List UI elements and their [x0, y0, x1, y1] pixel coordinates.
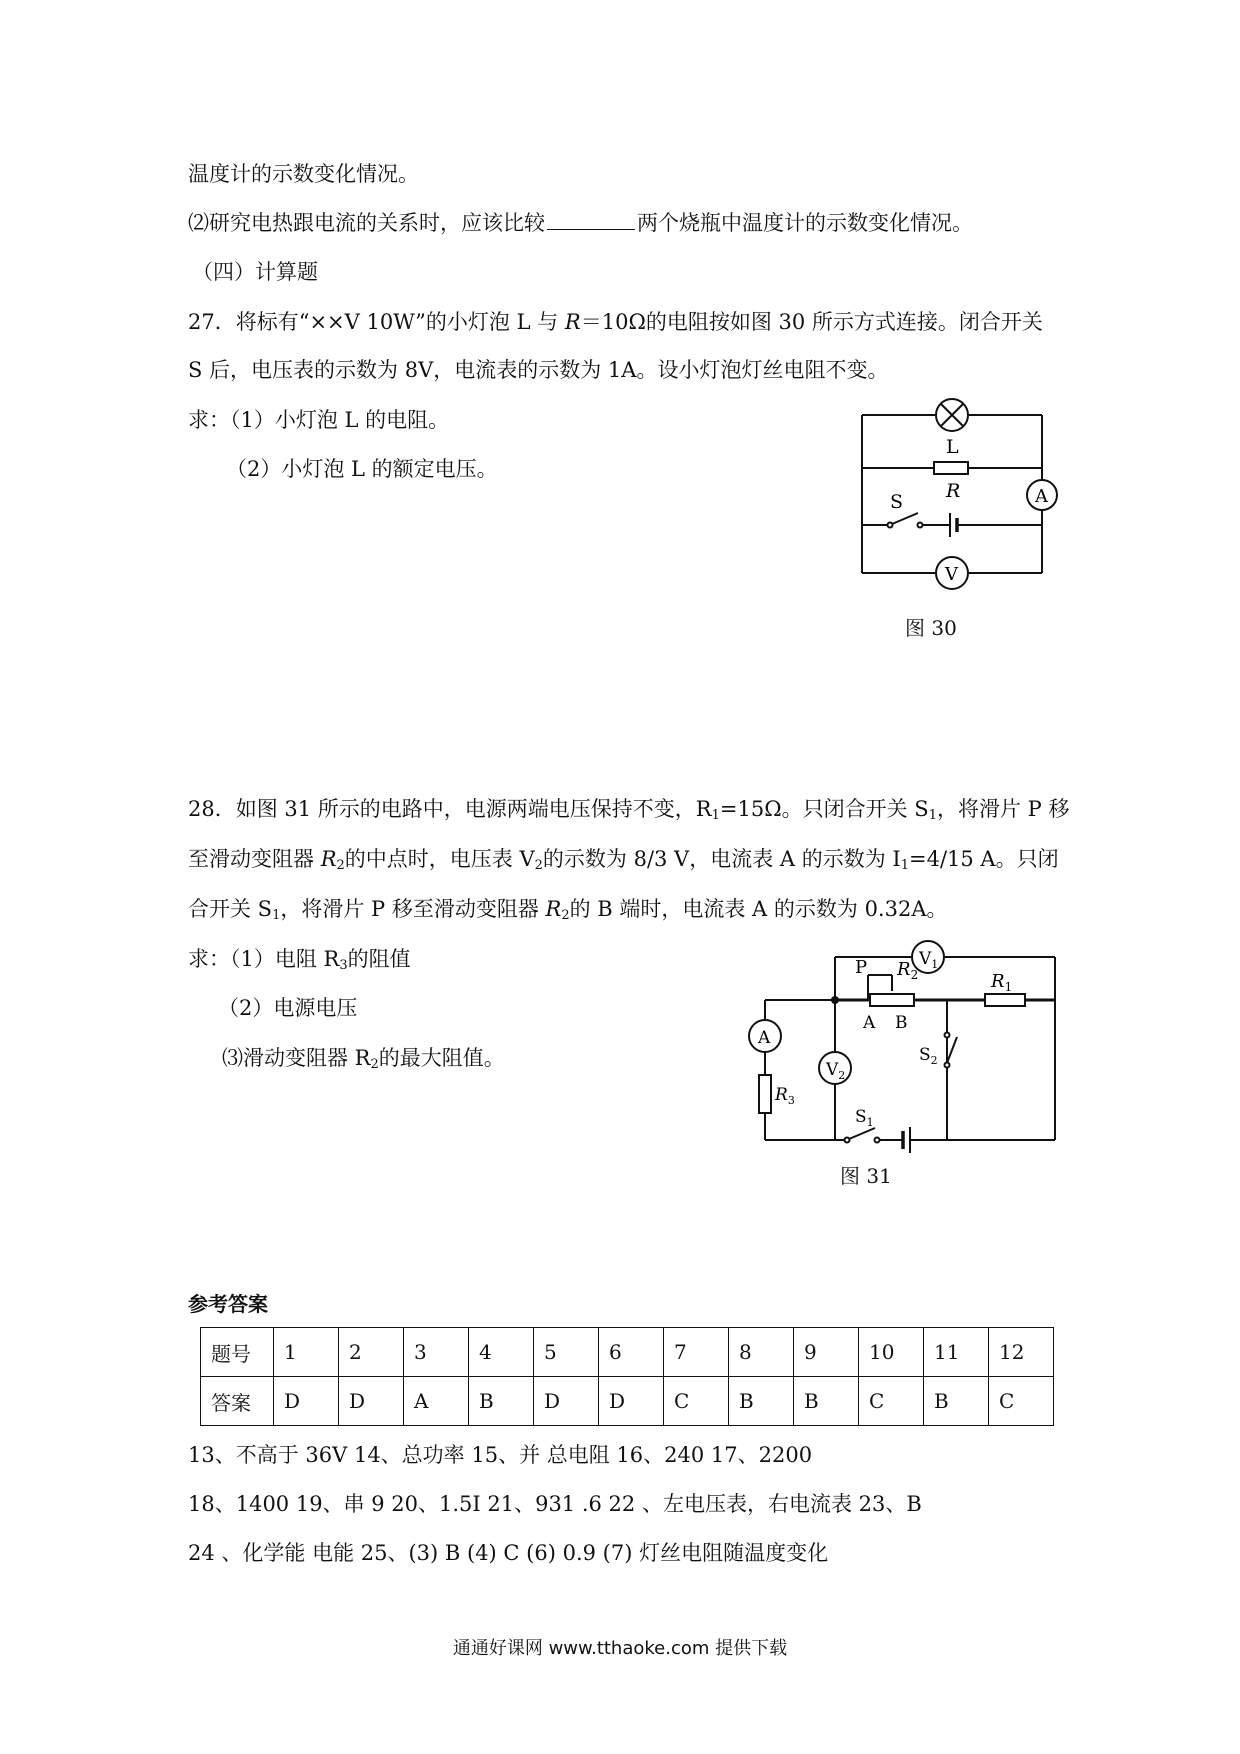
q28-line-1-sub2: 1 — [928, 808, 937, 823]
table-cell: B — [924, 1377, 989, 1426]
figure-30-label-l: L — [946, 436, 959, 458]
q28-line-2d: =4/15 A。只闭 — [909, 847, 1059, 871]
figure-31-circuit — [735, 925, 1065, 1155]
figure-31-label-s2: $S_2$ — [919, 1045, 938, 1067]
figure-31-label-s1: $S_1$ — [855, 1107, 874, 1129]
q27-line-1b: ＝10Ω的电阻按如图 30 所示方式连接。闭合开关 — [580, 310, 1043, 334]
q28-line-2b: 的中点时，电压表 V — [344, 847, 535, 871]
table-cell: 3 — [404, 1328, 469, 1377]
table-cell: D — [339, 1377, 404, 1426]
intro-line-2 — [188, 209, 973, 237]
answer-table — [200, 1327, 1054, 1426]
q28-line-2-sub3: 1 — [900, 858, 909, 873]
figure-30-label-s: S — [890, 491, 904, 513]
q28-line-3-r: R — [545, 897, 562, 921]
figure-31-label-r1: $R_1$ — [991, 971, 1013, 994]
table-row — [201, 1377, 1054, 1426]
table-cell: A — [404, 1377, 469, 1426]
q28-line-1 — [188, 795, 1069, 830]
table-cell: 1 — [274, 1328, 339, 1377]
table-cell: 5 — [534, 1328, 599, 1377]
answers-line-18: 18、1400 19、串 9 20、1.5I 21、931 .6 22 、左电压表，右电流表 23、B — [188, 1492, 922, 1516]
q28-ask-3a: ⑶滑动变阻器 R — [222, 1046, 371, 1070]
table-cell: 11 — [924, 1328, 989, 1377]
q27-ask-2: （2）小灯泡 L 的额定电压。 — [226, 457, 498, 481]
figure-30-voltmeter-label: V — [945, 564, 958, 585]
table-header-cell: 题号 — [201, 1328, 274, 1377]
figure-31-voltmeter-2-label: $V_2$ — [826, 1060, 846, 1082]
q28-line-1a: 28．如图 31 所示的电路中，电源两端电压保持不变，R — [188, 797, 712, 821]
figure-31-label-b-end: B — [895, 1013, 908, 1033]
table-cell: 4 — [469, 1328, 534, 1377]
table-cell: C — [664, 1377, 729, 1426]
answers-line-13: 13、不高于 36V 14、总功率 15、并 总电阻 16、240 17、2200 — [188, 1443, 813, 1467]
table-cell: D — [274, 1377, 339, 1426]
table-cell: D — [599, 1377, 664, 1426]
q28-ask-3b: 的最大阻值。 — [378, 1046, 505, 1070]
q28-line-2a: 至滑动变阻器 — [188, 847, 321, 871]
intro-line-2-post: 两个烧瓶中温度计的示数变化情况。 — [637, 211, 973, 235]
figure-31-label-r2: $R_2$ — [897, 959, 919, 982]
table-row — [201, 1328, 1054, 1377]
figure-31-label-p: P — [855, 957, 868, 978]
table-cell: 12 — [989, 1328, 1054, 1377]
table-cell: 2 — [339, 1328, 404, 1377]
intro-line-1: 温度计的示数变化情况。 — [188, 162, 419, 186]
q28-line-2-r: R — [320, 847, 337, 871]
q28-line-2 — [188, 845, 1059, 880]
table-cell: 10 — [859, 1328, 924, 1377]
table-cell: 9 — [794, 1328, 859, 1377]
figure-31-label-r3: $R_3$ — [775, 1085, 795, 1107]
q27-line-2: S 后，电压表的示数为 8V，电流表的示数为 1A。设小灯泡灯丝电阻不变。 — [188, 358, 889, 382]
q28-ask-3-sub: 2 — [370, 1057, 379, 1072]
figure-31-voltmeter-1-label: $V_1$ — [919, 949, 939, 971]
section-heading: （四）计算题 — [192, 260, 318, 284]
table-cell: B — [729, 1377, 794, 1426]
figure-30-ammeter-label: A — [1035, 486, 1048, 507]
table-cell: D — [534, 1377, 599, 1426]
q28-ask-2: （2）电源电压 — [218, 996, 358, 1020]
figure-30-caption: 图 30 — [905, 616, 957, 640]
q28-ask-1 — [188, 945, 411, 980]
table-cell: C — [989, 1377, 1054, 1426]
table-header-cell: 答案 — [201, 1377, 274, 1426]
table-cell: B — [794, 1377, 859, 1426]
figure-31-caption: 图 31 — [840, 1164, 892, 1188]
answer-blank — [547, 211, 635, 230]
answers-title: 参考答案 — [188, 1292, 268, 1316]
table-cell: 8 — [729, 1328, 794, 1377]
q28-line-1-sub1: 1 — [711, 808, 720, 823]
q28-line-3a: 合开关 S — [188, 897, 273, 921]
table-cell: C — [859, 1377, 924, 1426]
q28-line-2-sub1: 2 — [336, 858, 345, 873]
q28-line-3b: ，将滑片 P 移至滑动变阻器 — [280, 897, 546, 921]
q28-line-2-sub2: 2 — [534, 858, 543, 873]
table-cell: 7 — [664, 1328, 729, 1377]
q28-line-3-sub2: 2 — [561, 908, 570, 923]
q28-line-2c: 的示数为 8/3 V，电流表 A 的示数为 I — [542, 847, 901, 871]
q27-line-1-r: R — [564, 310, 581, 334]
q28-line-1c: ，将滑片 P 移 — [936, 797, 1070, 821]
q28-ask-3 — [222, 1044, 505, 1079]
q28-ask-1b: 的阻值 — [347, 947, 411, 971]
q28-line-3c: 的 B 端时，电流表 A 的示数为 0.32A。 — [569, 897, 948, 921]
table-cell: B — [469, 1377, 534, 1426]
figure-30-label-r: R — [946, 480, 961, 502]
q27-line-1a: 27．将标有“××V 10W”的小灯泡 L 与 — [188, 310, 565, 334]
footer: 通通好课网 www.tthaoke.com 提供下载 — [452, 1638, 788, 1659]
junction-dot — [831, 996, 839, 1004]
table-cell: 6 — [599, 1328, 664, 1377]
figure-30-circuit — [850, 395, 1060, 595]
q28-line-3-sub1: 1 — [272, 908, 281, 923]
q28-line-1b: =15Ω。只闭合开关 S — [719, 797, 929, 821]
q28-ask-1a: 求：（1）电阻 R — [188, 947, 340, 971]
answers-line-24: 24 、化学能 电能 25、(3) B (4) C (6) 0.9 (7) 灯丝电阻随温度变化 — [188, 1541, 829, 1565]
q28-ask-1-sub: 3 — [339, 958, 348, 973]
figure-31-ammeter-label: A — [758, 1028, 771, 1048]
figure-31-label-a-end: A — [863, 1013, 876, 1033]
q27-ask-1: 求：（1）小灯泡 L 的电阻。 — [188, 408, 450, 432]
q27-line-1 — [188, 308, 1043, 336]
intro-line-2-pre: ⑵研究电热跟电流的关系时，应该比较 — [188, 211, 545, 235]
